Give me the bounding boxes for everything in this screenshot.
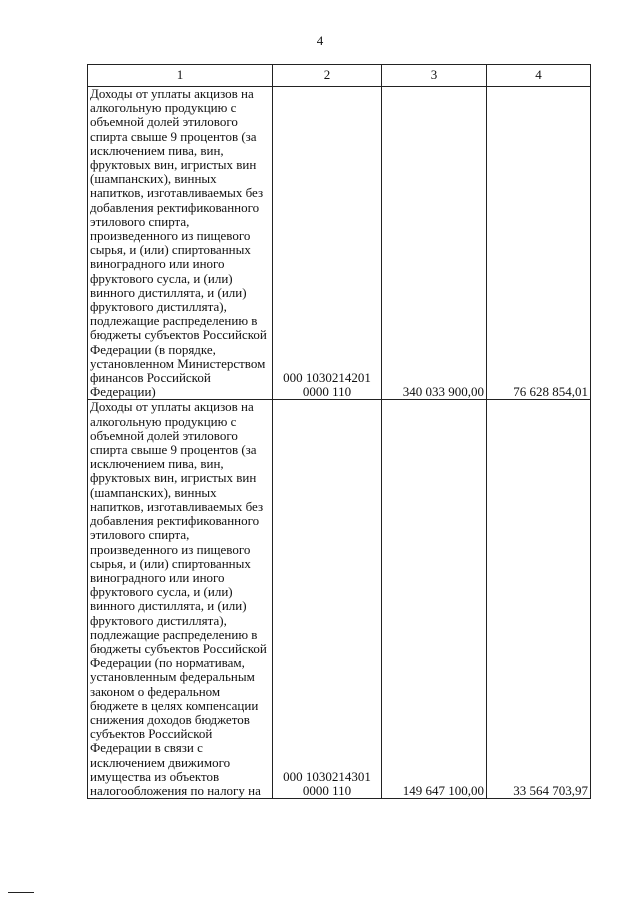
footer-rule: [8, 892, 34, 893]
table-header-row: [88, 65, 591, 87]
page-number: 4: [316, 33, 324, 48]
row-description: Доходы от уплаты акцизов на алкогольную продукцию с объемной долей этилового спирта свыше 9 процентов (за исключением пива, вин, фруктовых вин, игристых вин (шампанских), винных напитков, изготавливаемых без добавления ректификованного этилового спирта, произведенного из пищевого сырья, и (или) спиртованных виноградного или иного фруктового сусла, и (или) винного дистиллята, и (или) фруктового дистиллята), подлежащие распределению в бюджеты субъектов Российской Федерации (в порядке, установленном Министерством финансов Российской Федерации): [88, 87, 273, 400]
row-amount-planned: 340 033 900,00: [382, 87, 487, 400]
table-row: [88, 87, 591, 400]
column-header-3: 3: [382, 65, 487, 87]
table-row: [88, 400, 591, 799]
row-amount-actual: 76 628 854,01: [487, 87, 591, 400]
row-amount-actual: 33 564 703,97: [487, 400, 591, 799]
column-header-2: 2: [273, 65, 382, 87]
row-budget-code: 000 1030214301 0000 110: [273, 400, 382, 799]
row-amount-planned: 149 647 100,00: [382, 400, 487, 799]
row-description: Доходы от уплаты акцизов на алкогольную продукцию с объемной долей этилового спирта свыше 9 процентов (за исключением пива, вин, фруктовых вин, игристых вин (шампанских), винных напитков, изготавливаемых без добавления ректификованного этилового спирта, произведенного из пищевого сырья, и (или) спиртованных виноградного или иного фруктового сусла, и (или) винного дистиллята, и (или) фруктового дистиллята), подлежащие распределению в бюджеты субъектов Российской Федерации (по нормативам, установленным федеральным законом о федеральном бюджете в целях компенсации снижения доходов бюджетов субъектов Российской Федерации в связи с исключением движимого имущества из объектов налогообложения по налогу на: [88, 400, 273, 799]
revenue-table: [87, 64, 591, 799]
column-header-4: 4: [487, 65, 591, 87]
column-header-1: 1: [88, 65, 273, 87]
row-budget-code: 000 1030214201 0000 110: [273, 87, 382, 400]
